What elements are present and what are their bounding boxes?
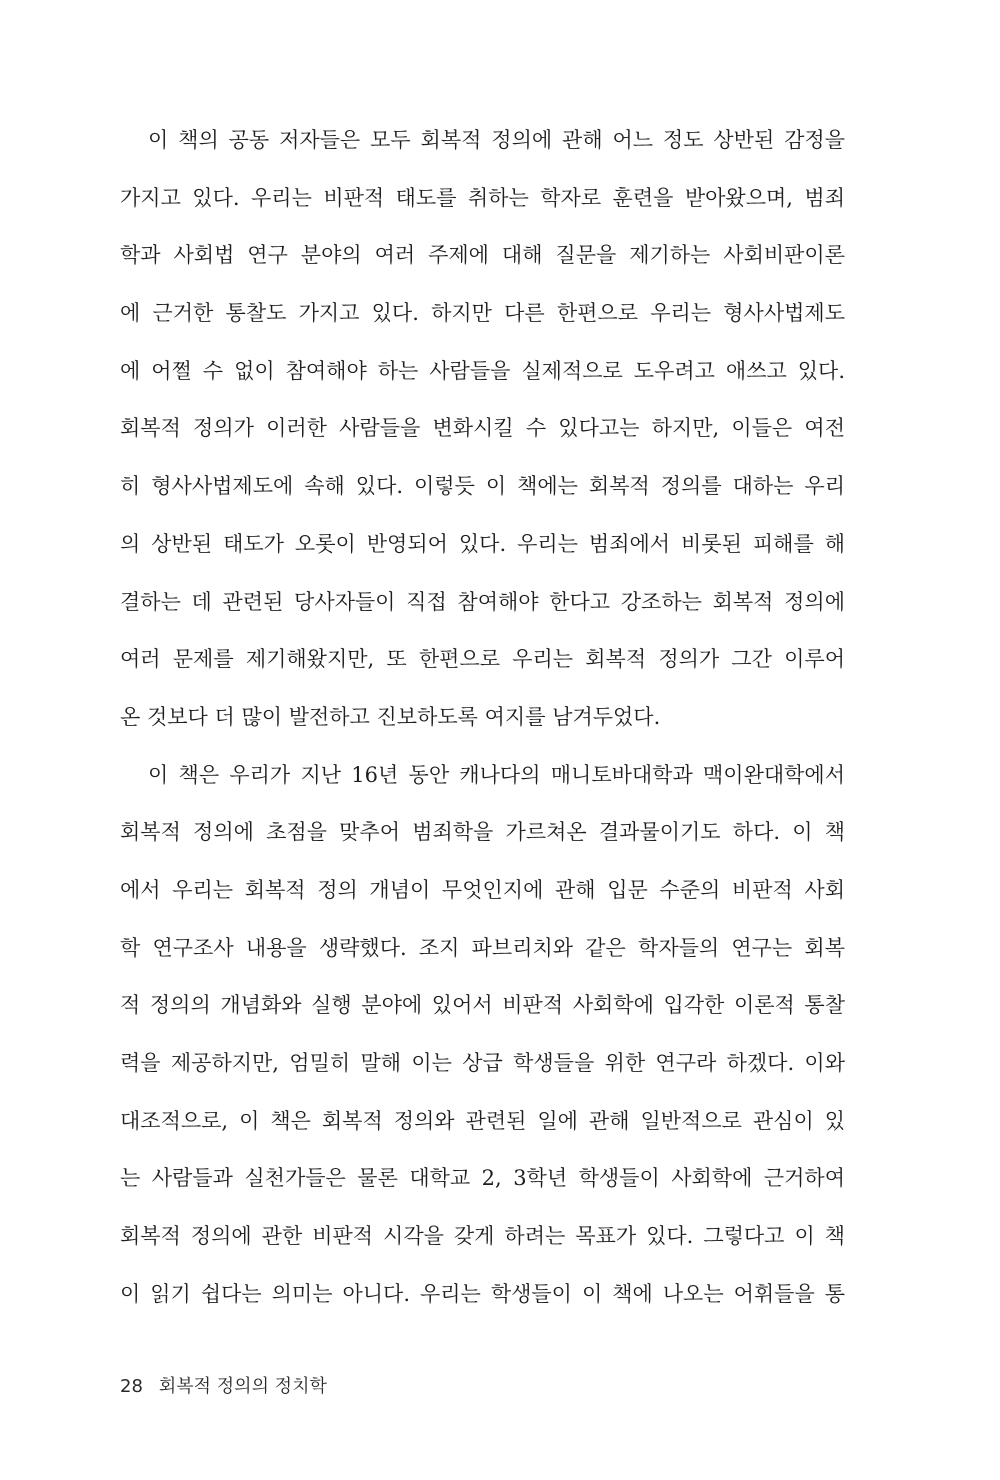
text-line: 회복적 정의가 이러한 사람들을 변화시킬 수 있다고는 하지만, 이들은 여전 [120,416,845,441]
page-footer [120,1372,327,1398]
text-line: 온 것보다 더 많이 발전하고 진보하도록 여지를 남겨두었다. [120,704,661,729]
text-line: 히 형사사법제도에 속해 있다. 이렇듯 이 책에는 회복적 정의를 대하는 우리 [120,474,845,499]
text-line: 여러 문제를 제기해왔지만, 또 한편으로 우리는 회복적 정의가 그간 이루어 [120,647,845,672]
text-line: 학 연구조사 내용을 생략했다. 조지 파브리치와 같은 학자들의 연구는 회복 [120,935,845,960]
text-line: 가지고 있다. 우리는 비판적 태도를 취하는 학자로 훈련을 받아왔으며, 범죄 [120,185,845,210]
text-line: 에 근거한 통찰도 가지고 있다. 하지만 다른 한편으로 우리는 형사사법제도 [120,301,845,326]
text-line: 이 읽기 쉽다는 의미는 아니다. 우리는 학생들이 이 책에 나오는 어휘들을 통 [120,1281,845,1306]
text-line: 회복적 정의에 관한 비판적 시각을 갖게 하려는 목표가 있다. 그렇다고 이 책 [120,1224,845,1249]
text-line: 력을 제공하지만, 엄밀히 말해 이는 상급 학생들을 위한 연구라 하겠다. 이와 [120,1051,845,1075]
text-line: 결하는 데 관련된 당사자들이 직접 참여해야 한다고 강조하는 회복적 정의에 [120,589,845,614]
paragraph-1 [120,112,845,747]
text-line: 학과 사회법 연구 분야의 여러 주제에 대해 질문을 제기하는 사회비판이론 [120,243,845,268]
paragraph-2 [120,747,845,1324]
text-line: 에 어쩔 수 없이 참여해야 하는 사람들을 실제적으로 도우려고 애쓰고 있다. [120,358,845,383]
body-text [120,112,845,1323]
text-line: 대조적으로, 이 책은 회복적 정의와 관련된 일에 관해 일반적으로 관심이 있 [120,1108,845,1133]
text-line: 에서 우리는 회복적 정의 개념이 무엇인지에 관해 입문 수준의 비판적 사회 [120,877,845,902]
text-line: 이 책은 우리가 지난 16년 동안 캐나다의 매니토바대학과 맥이완대학에서 [148,762,845,787]
text-line: 의 상반된 태도가 오롯이 반영되어 있다. 우리는 범죄에서 비롯된 피해를 해 [120,531,845,556]
page-number: 28 [120,1376,143,1397]
text-line: 는 사람들과 실천가들은 물론 대학교 2, 3학년 학생들이 사회학에 근거하여 [120,1166,845,1191]
text-line: 회복적 정의에 초점을 맞추어 범죄학을 가르쳐온 결과물이기도 하다. 이 책 [120,820,845,845]
text-line: 이 책의 공동 저자들은 모두 회복적 정의에 관해 어느 정도 상반된 감정을 [148,128,845,152]
running-title: 회복적 정의의 정치학 [158,1376,327,1397]
text-line: 적 정의의 개념화와 실행 분야에 있어서 비판적 사회학에 입각한 이론적 통찰 [120,993,845,1018]
